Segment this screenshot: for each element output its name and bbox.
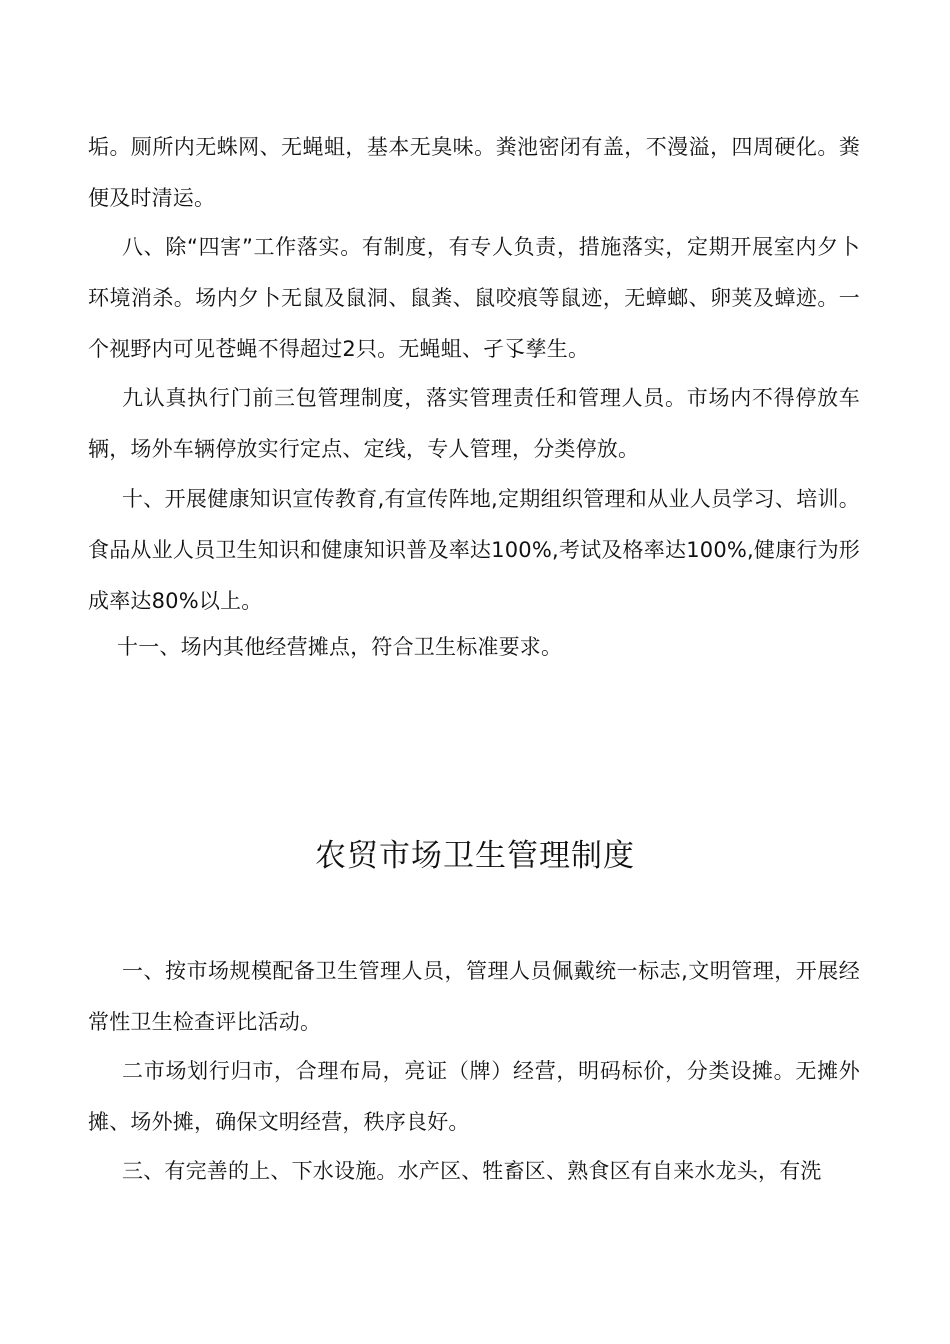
document-title: 农贸市场卫生管理制度: [315, 838, 635, 874]
paragraph-four-pests: 八、除“四害”工作落实。有制度，有专人负责，措施落实，定期开展室内夕卜环境消杀。场内夕卜无鼠及鼠洞、鼠粪、鼠咬痕等鼠迹，无蟑螂、卵荚及蟑迹。一个视野内可见苍蝇不得超过2只。无蝇蛆、孑孓孳生。: [88, 235, 860, 361]
paragraph-market-layout: 二市场划行归市，合理布局，亮证（牌）经营，明码标价，分类设摊。无摊外摊、场外摊，确保文明经营，秩序良好。: [88, 1059, 860, 1134]
paragraph-other-stalls: 十一、场内其他经营摊点，符合卫生标准要求。: [117, 635, 563, 659]
paragraph-water-facilities: 三、有完善的上、下水设施。水产区、牲畜区、熟食区有自来水龙头，有洗: [122, 1159, 822, 1183]
paragraph-three-guarantees: 九认真执行门前三包管理制度，落实管理责任和管理人员。市场内不得停放车辆，场外车辆停放实行定点、定线，专人管理，分类停放。: [88, 386, 860, 461]
paragraph-hygiene-staff: 一、按市场规模配备卫生管理人员，管理人员佩戴统一标志,文明管理，开展经常性卫生检查评比活动。: [88, 959, 860, 1034]
paragraph-toilet-hygiene: 垢。厕所内无蛛网、无蝇蛆，基本无臭味。粪池密闭有盖，不漫溢，四周硬化。粪便及时清运。: [88, 135, 860, 210]
paragraph-health-education: 十、开展健康知识宣传教育,有宣传阵地,定期组织管理和从业人员学习、培训。食品从业人员卫生知识和健康知识普及率达100%,考试及格率达100%,健康行为形成率达80%以上。: [88, 487, 860, 613]
